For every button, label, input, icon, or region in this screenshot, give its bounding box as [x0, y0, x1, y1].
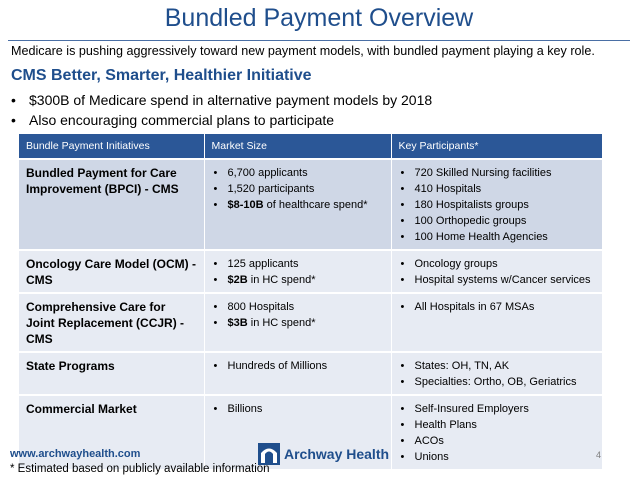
bullet-item: • $300B of Medicare spend in alternative payment models by 2018	[11, 90, 432, 110]
market-size-text: Hundreds of Millions	[227, 360, 328, 372]
archway-logo-icon	[258, 443, 280, 465]
participant-item: • Self-Insured Employers	[399, 401, 595, 417]
participant-item: • Unions	[399, 449, 595, 465]
section-heading: CMS Better, Smarter, Healthier Initiative	[11, 67, 312, 84]
market-size-item	[212, 401, 384, 417]
participant-item: • Specialties: Ortho, OB, Geriatrics	[399, 374, 595, 390]
logo-text: Archway Health	[284, 446, 390, 462]
market-size-text: in HC spend*	[247, 317, 316, 329]
market-size-item	[212, 197, 384, 213]
initiative-name: Oncology Care Model (OCM) - CMS	[19, 250, 204, 293]
market-size-item	[212, 165, 384, 181]
market-size-item	[212, 299, 384, 315]
table-header-row	[19, 134, 602, 159]
participant-item: • States: OH, TN, AK	[399, 358, 595, 374]
website-link[interactable]: www.archwayhealth.com	[10, 448, 141, 460]
footnote: * Estimated based on publicly available information	[10, 463, 270, 475]
market-size-amount: $8-10B	[227, 199, 264, 211]
table-row	[19, 159, 602, 250]
company-logo	[258, 443, 389, 465]
table-row	[19, 352, 602, 395]
initiative-name: Commercial Market	[19, 395, 204, 469]
market-size-text: 800 Hospitals	[227, 301, 295, 313]
initiative-name: State Programs	[19, 352, 204, 395]
participants-cell	[391, 250, 602, 293]
market-size-item	[212, 272, 384, 288]
market-size-amount: $3B	[227, 317, 248, 329]
participant-item: • Oncology groups	[399, 256, 595, 272]
market-size-text: 6,700 applicants	[227, 167, 308, 179]
initiative-name: Bundled Payment for Care Improvement (BPCI) - CMS	[19, 159, 204, 250]
slide-subtitle: Medicare is pushing aggressively toward new payment models, with bundled payment playing a key role.	[11, 44, 595, 58]
initiatives-table	[19, 134, 603, 469]
market-size-text: in HC spend*	[247, 274, 316, 286]
bullet-item: • Also encouraging commercial plans to participate	[11, 110, 432, 130]
market-size-item	[212, 358, 384, 374]
participant-item: • Health Plans	[399, 417, 595, 433]
header-initiatives: Bundle Payment Initiatives	[19, 134, 204, 159]
participant-item: • Hospital systems w/Cancer services	[399, 272, 595, 288]
participants-cell	[391, 159, 602, 250]
table-row	[19, 250, 602, 293]
header-market-size: Market Size	[204, 134, 391, 159]
participants-cell	[391, 293, 602, 352]
participant-item: • 410 Hospitals	[399, 181, 595, 197]
header-key-participants: Key Participants*	[391, 134, 602, 159]
slide-title: Bundled Payment Overview	[164, 4, 474, 32]
market-size-amount: $2B	[227, 274, 248, 286]
participant-item: • 720 Skilled Nursing facilities	[399, 165, 595, 181]
initiative-name: Comprehensive Care for Joint Replacement (CCJR) - CMS	[19, 293, 204, 352]
participants-cell	[391, 395, 602, 469]
market-size-cell	[204, 159, 391, 250]
market-size-text: of healthcare spend*	[263, 199, 368, 211]
bullet-list	[11, 90, 432, 130]
participant-item: • ACOs	[399, 433, 595, 449]
market-size-item	[212, 181, 384, 197]
participant-item: • 100 Orthopedic groups	[399, 213, 595, 229]
participant-item: • 180 Hospitalists groups	[399, 197, 595, 213]
table-row	[19, 293, 602, 352]
market-size-item	[212, 315, 384, 331]
page-number: 4	[596, 450, 602, 460]
participant-item: • 100 Home Health Agencies	[399, 229, 595, 245]
market-size-text: 1,520 participants	[227, 183, 315, 195]
market-size-text: Billions	[227, 403, 263, 415]
market-size-cell	[204, 250, 391, 293]
participant-item: • All Hospitals in 67 MSAs	[399, 299, 595, 315]
market-size-item	[212, 256, 384, 272]
market-size-cell	[204, 293, 391, 352]
market-size-text: 125 applicants	[227, 258, 299, 270]
title-divider	[8, 40, 630, 41]
participants-cell	[391, 352, 602, 395]
market-size-cell	[204, 352, 391, 395]
